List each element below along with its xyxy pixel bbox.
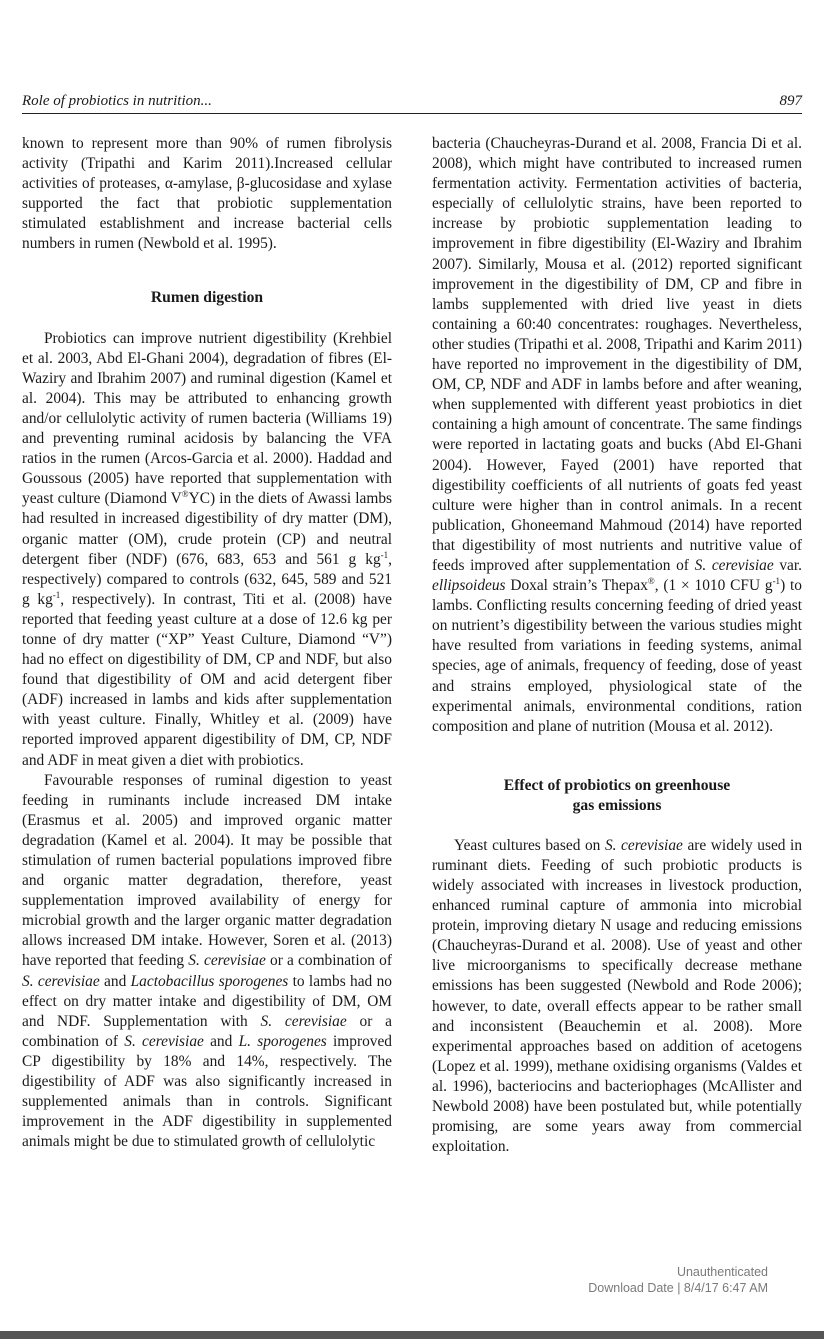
auth-status: Unauthenticated [676,1265,768,1279]
right-column [432,134,802,1157]
running-title: Role of probiotics in nutrition... [22,93,212,109]
paragraph: Probiotics can improve nutrient digestibility (Krehbiel et al. 2003, Abd El-Ghani 2004), degradation of fibres (El-Waziry and Ibrahim 2007) and ruminal digestion (Kamel et al. 2004). This may be attributed to enhancing growth and/or cellulolytic activity of rumen bacteria (Williams 19) and preventing ruminal acidosis by balancing the VFA ratios in the rumen (Arcos-Garcia et al. 2000). Haddad and Goussous (2005) have reported that supplementation with yeast culture (Diamond V®YC) in the diets of Awassi lambs had resulted in increased digestibility of dry matter (DM), organic matter (OM), crude protein (CP) and neutral detergent fiber (NDF) (676, 683, 653 and 561 g $kg^{-1}$, respectively) compared to controls (632, 645, 589 and 521 g $kg^{-1}$, respectively). In contrast, Titi et al. (2008) have reported that feeding yeast culture at a dose of 12.6 kg per tonne of dry matter (“XP” Yeast Culture, Diamond “V”) had no effect on digestibility of DM, CP and NDF, but also found that digestibility of OM and acid detergent fiber (ADF) increased in lambs and kids after supplementation with yeast culture. Finally, Whitley et al. (2009) have reported improved apparent digestibility of DM, CP, NDF and ADF in meat given a diet with probiotics. [22,329,393,769]
paragraph: Favourable responses of ruminal digestion to yeast feeding in ruminants include increased DM intake (Erasmus et al. 2005) and improved organic matter degradation (Kamel et al. 2004). It may be possible that stimulation of rumen bacterial populations improved fibre and organic matter degradation, therefore, yeast supplementation improved availability of energy for microbial growth and the larger organic matter degradation allows increased DM intake. However, Soren et al. (2013) have reported that feeding S. cerevisiae or a combination of S. cerevisiae and Lactobacillus sporogenes to lambs had no effect on dry matter intake and digestibility of DM, OM and NDF. Supplementation with S. cerevisiae or a combination of S. cerevisiae and L. sporogenes improved CP digestibility by 18% and 14%, respectively. The digestibility of ADF was also significantly increased in supplemented animals than in controls. Significant improvement in the ADF digestibility in supplemented animals might be due to stimulated growth of cellulolytic [22,771,392,1151]
paragraph: Yeast cultures based on S. cerevisiae are widely used in ruminant diets. Feeding of such probiotic products is widely associated with increases in livestock production, enhanced ruminal capture of ammonia into microbial protein, improving dietary N usage and reducing emissions (Chaucheyras-Durand et al. 2008). Use of yeast and other live microorganisms to specifically decrease methane emissions has been suggested (Newbold and Rode 2006); however, to date, overall effects appear to be rather small and inconsistent (Beauchemin et al. 2008). More experimental approaches based on addition of acetogens (Lopez et al. 1999), methane oxidising organisms (Valdes et al. 1996), bacteriocins and bacteriophages (McAllister and Newbold 2008) have been postulated but, while potentially promising, are some years away from commercial exploitation. [432,836,803,1156]
left-column [22,134,392,1152]
download-date: Download Date | 8/4/17 6:47 AM [588,1281,768,1295]
paragraph: known to represent more than 90% of rumen fibrolysis activity (Tripathi and Karim 2011).Increased cellular activities of proteases, α-amylase, β-glucosidase and xylase supported the fact that probiotic supplementation stimulated establishment and increase bacterial cells numbers in rumen (Newbold et al. 1995). [22,135,392,253]
section-heading-rumen-digestion: Rumen digestion [150,288,264,306]
running-header [22,91,802,114]
page-number: 897 [779,93,802,109]
paragraph: bacteria (Chaucheyras-Durand et al. 2008, Francia Di et al. 2008), which might have contributed to increased rumen fermentation activity. Fermentation activities of bacteria, especially of cellulolytic strains, have been reported to increase by probiotic supplementation leading to improvement in fibre digestibility (El-Waziry and Ibrahim 2007). Similarly, Mousa et al. (2012) reported significant improvement in the digestibility of DM, CP and fibre in lambs supplemented with dried live yeast in diets containing a 60:40 concentrates: roughages. Nevertheless, other studies (Tripathi et al. 2008, Tripathi and Karim 2011) have reported no improvement in the digestibility of DM, OM, CP, NDF and ADF in lambs before and after weaning, when supplemented with different yeast probiotics in diet containing a high amount of concentrate. The same findings were reported in lactating goats and bucks (Abd El-Ghani 2004). However, Fayed (2001) have reported that digestibility coefficients of all nutrients of goats fed yeast culture were higher than in control animals. In a recent publication, Ghoneemand Mahmoud (2014) have reported that digestibility of most nutrients and nutritive value of feeds improved after supplementation of S. cerevisiae var. ellipsoideus Doxal strain’s Thepax®, (1 × 1010 CFU $g^{-1}$) to lambs. Conflicting results concerning feeding of dried yeast on nutrient’s digestibility between the various studies might have resulted from variations in feeding systems, animal species, age of animals, frequency of feeding, dose of yeast and strains employed, physiological state of the experimental animals, environmental conditions, ration composition and plane of nutrition (Mousa et al. 2012). [432,135,803,735]
section-heading-greenhouse-gas: Effect of probiotics on greenhouse gas emissions [503,776,731,814]
download-footer [588,1264,768,1296]
bottom-bar [0,1331,824,1339]
